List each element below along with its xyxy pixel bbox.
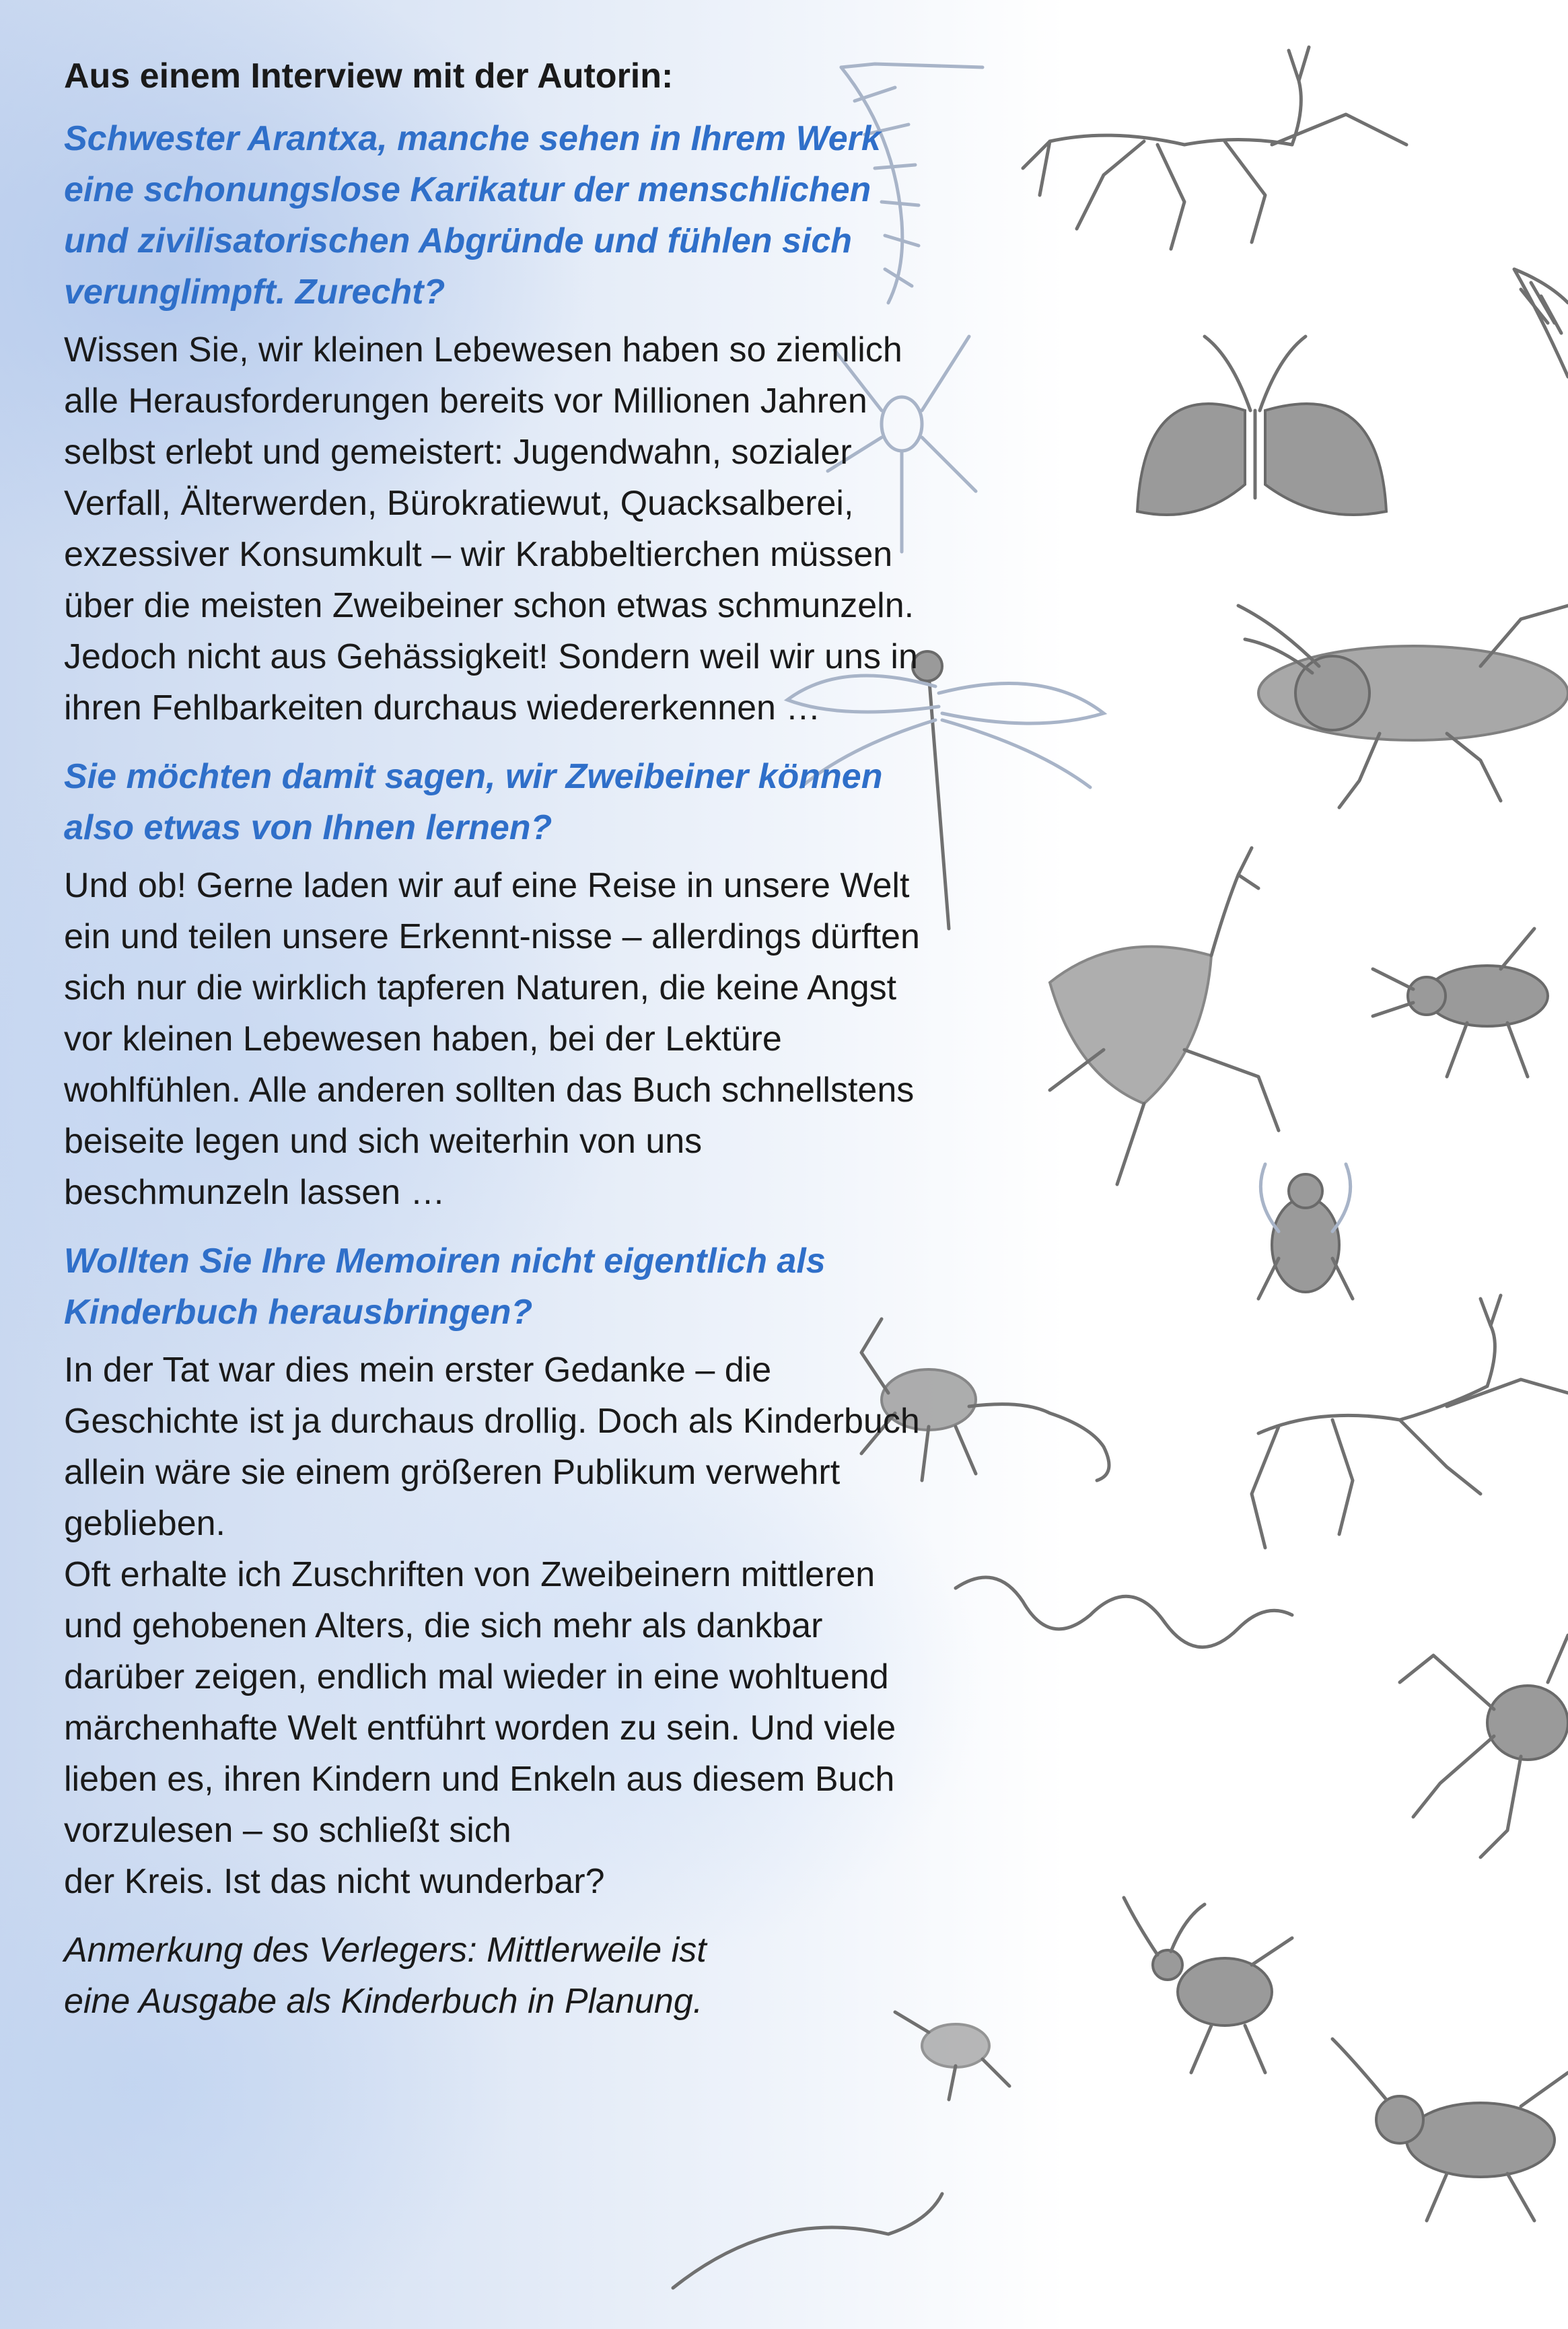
worm-illustration bbox=[673, 2194, 942, 2288]
mantis-illustration bbox=[1023, 47, 1406, 249]
interview-text-column bbox=[64, 54, 932, 2027]
interview-question: Schwester Arantxa, manche sehen in Ihrem Werk eine schonungslose Karikatur der menschlichen und zivilisatorischen Abgründe und fühlen sich verunglimpft. Zurecht? bbox=[64, 119, 881, 312]
mantis-illustration-2 bbox=[1252, 1295, 1568, 1548]
interview-answer: In der Tat war dies mein erster Gedanke – die Geschichte ist ja durchaus drollig. Doch als Kinderbuch allein wäre sie einem größeren Publikum verwehrt geblieben. Oft erhalte ich Zuschriften von Zweibeinern mittleren und gehobenen Alters, die sich mehr als dankbar darüber zeigen, endlich mal wieder in eine wohltuend märchenhafte Welt entführt worden zu sein. Und viele lieben es, ihren Kindern und Enkeln aus diesem Buch vorzulesen – so schließt sich der Kreis. Ist das nicht wunderbar? bbox=[64, 1351, 920, 1901]
interview-question: Sie möchten damit sagen, wir Zweibeiner können also etwas von Ihnen lernen? bbox=[64, 757, 883, 847]
interview-block-2 bbox=[64, 751, 932, 1218]
publisher-note: Anmerkung des Verlegers: Mittlerweile ist eine Ausgabe als Kinderbuch in Planung. bbox=[64, 1931, 707, 2021]
snake-illustration bbox=[956, 1577, 1292, 1647]
interview-block-1 bbox=[64, 113, 932, 733]
interview-heading: Aus einem Interview mit der Autorin: bbox=[64, 57, 674, 96]
longhorn-beetle-illustration bbox=[1124, 1898, 1292, 2073]
butterfly-illustration bbox=[1137, 336, 1386, 515]
cricket-illustration bbox=[1332, 2039, 1568, 2221]
grasshopper-illustration bbox=[1238, 606, 1568, 808]
interview-question: Wollten Sie Ihre Memoiren nicht eigentlich als Kinderbuch herausbringen? bbox=[64, 1242, 826, 1332]
fly-illustration bbox=[1258, 1164, 1353, 1299]
interview-block-3 bbox=[64, 1235, 932, 1907]
winged-mantis-illustration bbox=[1050, 848, 1279, 1184]
interview-answer: Und ob! Gerne laden wir auf eine Reise in unsere Welt ein und teilen unsere Erkennt-nisse – allerdings dürften sich nur die wirklich tapferen Naturen, die keine Angst vor kleinen Lebewesen haben, bei der Lektüre wohlfühlen. Alle anderen sollten das Buch schnellstens beiseite legen und sich weiterhin von uns beschmunzeln lassen … bbox=[64, 866, 920, 1212]
interview-answer: Wissen Sie, wir kleinen Lebewesen haben so ziemlich alle Herausforderungen bereits vor Millionen Jahren selbst erlebt und gemeistert: Jugendwahn, sozialer Verfall, Älterwerden, Bürokratiewut, Quacksalberei, exzessiver Konsumkult – wir Krabbeltierchen müssen über die meisten Zweibeiner schon etwas schmunzeln. Jedoch nicht aus Gehässigkeit! Sondern weil wir uns in ihren Fehlbarkeiten durchaus wiedererkennen … bbox=[64, 330, 918, 727]
spider-illustration-2 bbox=[1400, 1635, 1568, 1857]
beetle-illustration bbox=[1373, 929, 1548, 1077]
dragonfly-wing-illustration bbox=[1514, 269, 1568, 377]
